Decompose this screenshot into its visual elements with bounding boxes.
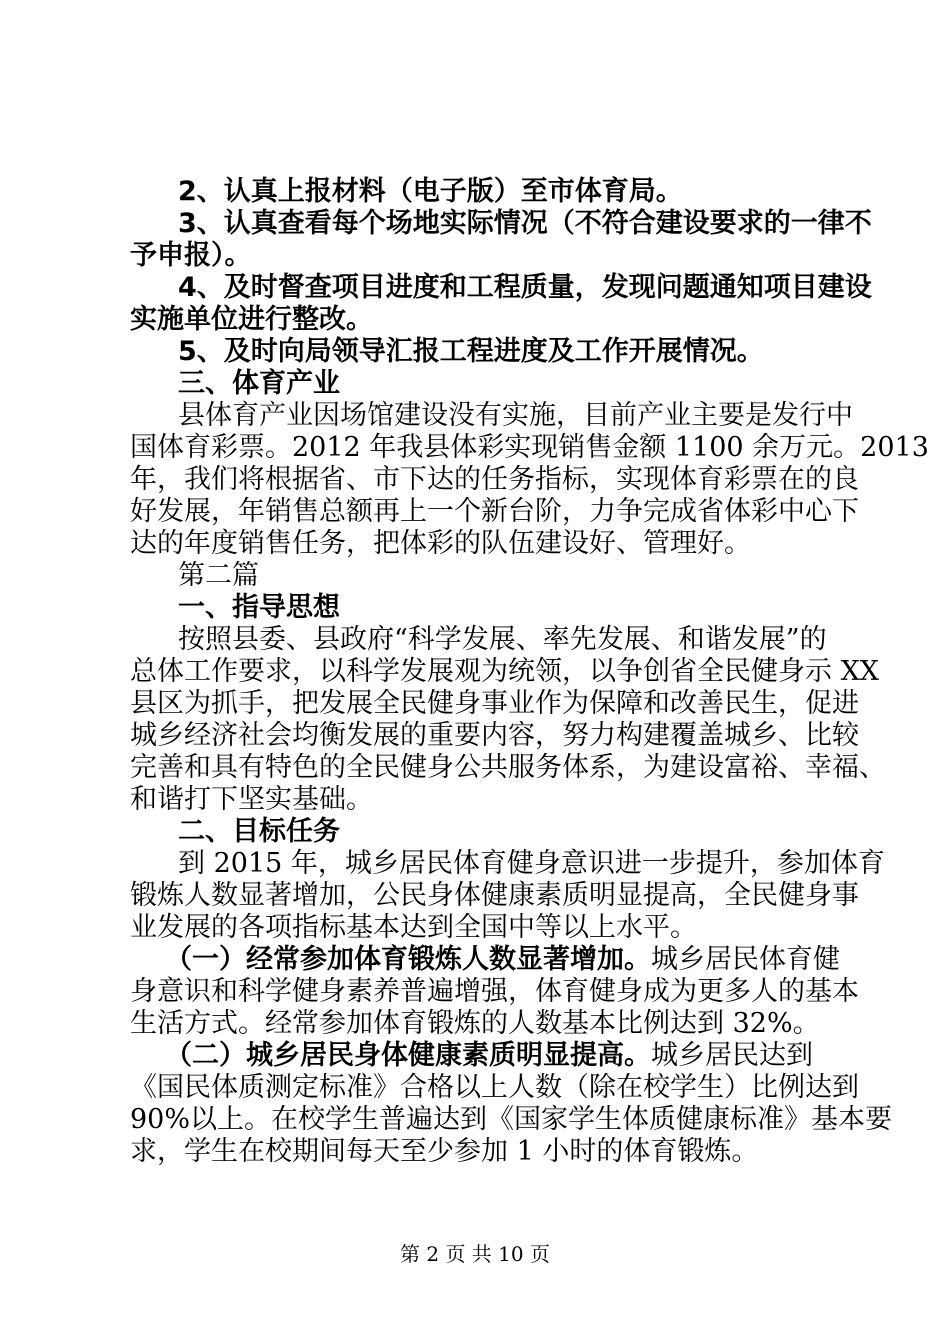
- body-text: 90%以上。在校学生普遍达到《国家学生体质健康标准》基本要: [130, 1104, 893, 1135]
- body-text: 城乡居民达到: [651, 1040, 813, 1071]
- body-text: 《国民体质测定标准》合格以上人数（除在校学生）比例达到: [130, 1072, 859, 1103]
- text-line: [178, 814, 340, 849]
- text-line: [178, 334, 764, 369]
- heading-text: 予申报）。: [130, 240, 252, 271]
- text-line: [178, 398, 853, 433]
- body-text: 城乡经济社会均衡发展的重要内容，努力构建覆盖城乡、比较: [130, 720, 859, 751]
- body-text: 城乡居民体育健: [651, 944, 840, 975]
- text-line: [130, 782, 373, 817]
- text-line: [130, 878, 859, 913]
- body-text: 国体育彩票。2012 年我县体彩实现销售金额 1100 余万元。2013: [130, 432, 929, 463]
- body-text: 县体育产业因场馆建设没有实施，目前产业主要是发行中: [178, 400, 853, 431]
- text-line: [130, 1006, 820, 1041]
- body-text: 总体工作要求，以科学发展观为统领，以争创省全民健身示 XX: [130, 656, 880, 687]
- heading-text: 3、认真查看每个场地实际情况（不符合建设要求的一律不: [178, 208, 872, 239]
- body-text: 好发展，年销售总额再上一个新台阶，力争完成省体彩中心下: [130, 496, 859, 527]
- text-line: [178, 558, 259, 593]
- text-line: [130, 910, 697, 945]
- text-line: [178, 174, 683, 209]
- heading-text: 二、目标任务: [178, 816, 340, 847]
- body-text: 身意识和科学健身素养普遍增强，体育健身成为更多人的基本: [130, 976, 859, 1007]
- body-text: 完善和具有特色的全民健身公共服务体系，为建设富裕、幸福、: [130, 752, 886, 783]
- body-text: 和谐打下坚实基础。: [130, 784, 373, 815]
- text-line: [130, 750, 886, 785]
- text-line: [178, 846, 885, 881]
- text-line: [130, 238, 252, 273]
- text-line: [130, 526, 751, 561]
- heading-text: （一）经常参加体育锻炼人数显著增加。: [165, 944, 651, 975]
- text-line: [130, 1102, 892, 1137]
- body-text: 按照县委、县政府“科学发展、率先发展、和谐发展”的: [178, 624, 827, 655]
- text-line: [130, 654, 879, 689]
- body-text: 县区为抓手，把发展全民健身事业作为保障和改善民生，促进: [130, 688, 859, 719]
- text-line: [130, 1134, 758, 1169]
- body-text: 锻炼人数显著增加，公民身体健康素质明显提高，全民健身事: [130, 880, 859, 911]
- page-footer: 第 2 页 共 10 页: [400, 1242, 550, 1266]
- text-line: [130, 302, 373, 337]
- body-text: 业发展的各项指标基本达到全国中等以上水平。: [130, 912, 697, 943]
- text-line: [178, 206, 872, 241]
- text-line: [178, 270, 872, 305]
- heading-text: 5、及时向局领导汇报工程进度及工作开展情况。: [178, 336, 764, 367]
- text-line: [130, 462, 859, 497]
- text-line: [130, 1070, 859, 1105]
- heading-text: 2、认真上报材料（电子版）至市体育局。: [178, 176, 683, 207]
- body-text: 第二篇: [178, 560, 259, 591]
- text-line: [130, 974, 859, 1009]
- heading-text: 实施单位进行整改。: [130, 304, 373, 335]
- body-text: 达的年度销售任务，把体彩的队伍建设好、管理好。: [130, 528, 751, 559]
- body-text: 求，学生在校期间每天至少参加 1 小时的体育锻炼。: [130, 1136, 759, 1167]
- text-line: [130, 430, 929, 465]
- text-line: [130, 494, 859, 529]
- text-line: [130, 686, 859, 721]
- text-line: [165, 1038, 813, 1073]
- heading-text: 一、指导思想: [178, 592, 340, 623]
- text-line: [178, 590, 340, 625]
- body-text: 生活方式。经常参加体育锻炼的人数基本比例达到 32%。: [130, 1008, 820, 1039]
- heading-text: （二）城乡居民身体健康素质明显提高。: [165, 1040, 651, 1071]
- heading-text: 4、及时督查项目进度和工程质量，发现问题通知项目建设: [178, 272, 872, 303]
- text-line: [165, 942, 840, 977]
- body-text: 年，我们将根据省、市下达的任务指标，实现体育彩票在的良: [130, 464, 859, 495]
- text-line: [178, 366, 340, 401]
- text-line: [178, 622, 827, 657]
- heading-text: 三、体育产业: [178, 368, 340, 399]
- text-line: [130, 718, 859, 753]
- body-text: 到 2015 年，城乡居民体育健身意识进一步提升，参加体育: [178, 848, 885, 879]
